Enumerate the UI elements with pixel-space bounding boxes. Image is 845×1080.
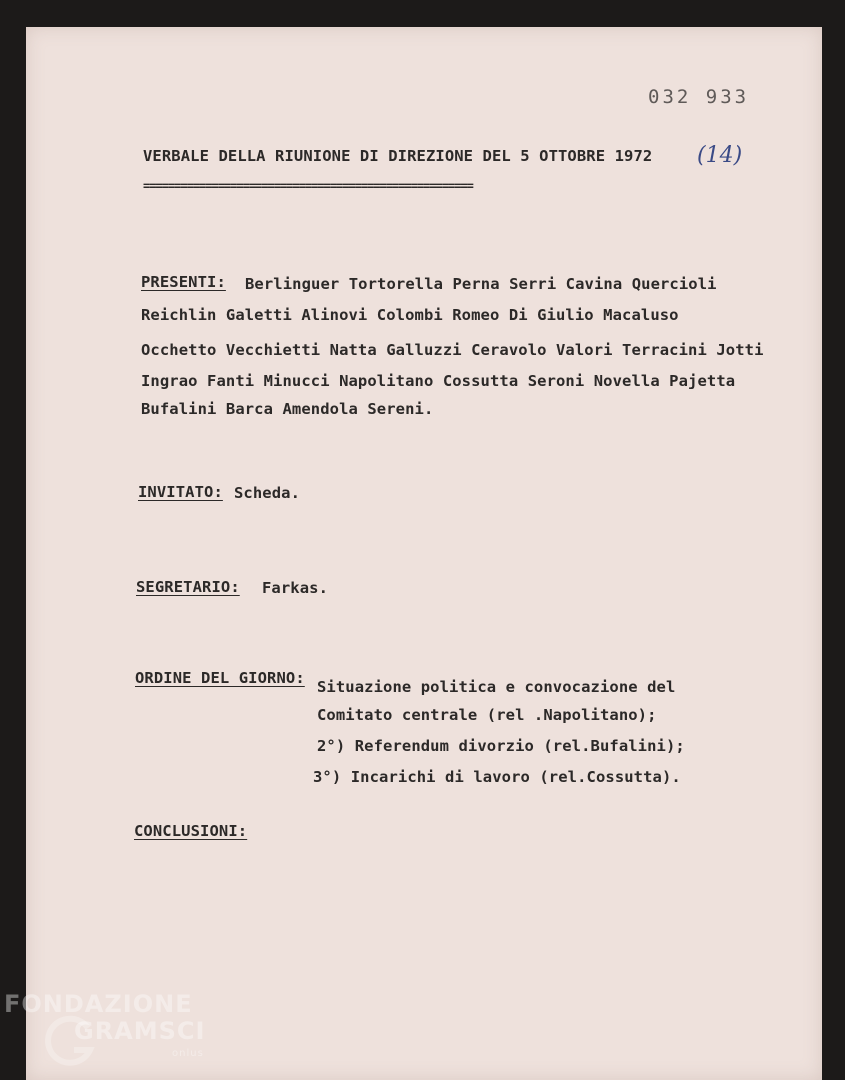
invitato-value: Scheda. (234, 484, 301, 502)
handwritten-page-note: (14) (697, 143, 743, 168)
ordine-line: Situazione politica e convocazione del (317, 678, 676, 696)
segretario-label: SEGRETARIO: (136, 578, 240, 596)
ordine-line: 2°) Referendum divorzio (rel.Bufalini); (317, 737, 685, 755)
document-title: VERBALE DELLA RIUNIONE DI DIREZIONE DEL 5 OTTOBRE 1972 (143, 147, 653, 165)
presenti-line: Bufalini Barca Amendola Sereni. (141, 400, 434, 418)
presenti-line: Occhetto Vecchietti Natta Galluzzi Ceravolo Valori Terracini Jotti (141, 341, 764, 359)
ordine-line: Comitato centrale (rel .Napolitano); (317, 706, 657, 724)
presenti-label: PRESENTI: (141, 273, 226, 291)
presenti-line: Reichlin Galetti Alinovi Colombi Romeo Di Giulio Macaluso (141, 306, 679, 324)
title-double-rule: ===================================================== (143, 179, 473, 193)
ordine-line: 3°) Incarichi di lavoro (rel.Cossutta). (313, 768, 681, 786)
ordine-label: ORDINE DEL GIORNO: (135, 669, 305, 687)
watermark-line3: onlus (172, 1048, 204, 1059)
watermark-line1: FONDAZIONE (4, 990, 193, 1018)
archive-number: 032 933 (648, 86, 750, 108)
segretario-value: Farkas. (262, 579, 329, 597)
watermark-line2: GRAMSCI (74, 1017, 206, 1045)
presenti-line: Ingrao Fanti Minucci Napolitano Cossutta Seroni Novella Pajetta (141, 372, 736, 390)
conclusioni-label: CONCLUSIONI: (134, 822, 248, 840)
presenti-line: Berlinguer Tortorella Perna Serri Cavina Quercioli (245, 275, 717, 293)
invitato-label: INVITATO: (138, 483, 223, 501)
fondazione-gramsci-watermark (4, 990, 224, 1075)
